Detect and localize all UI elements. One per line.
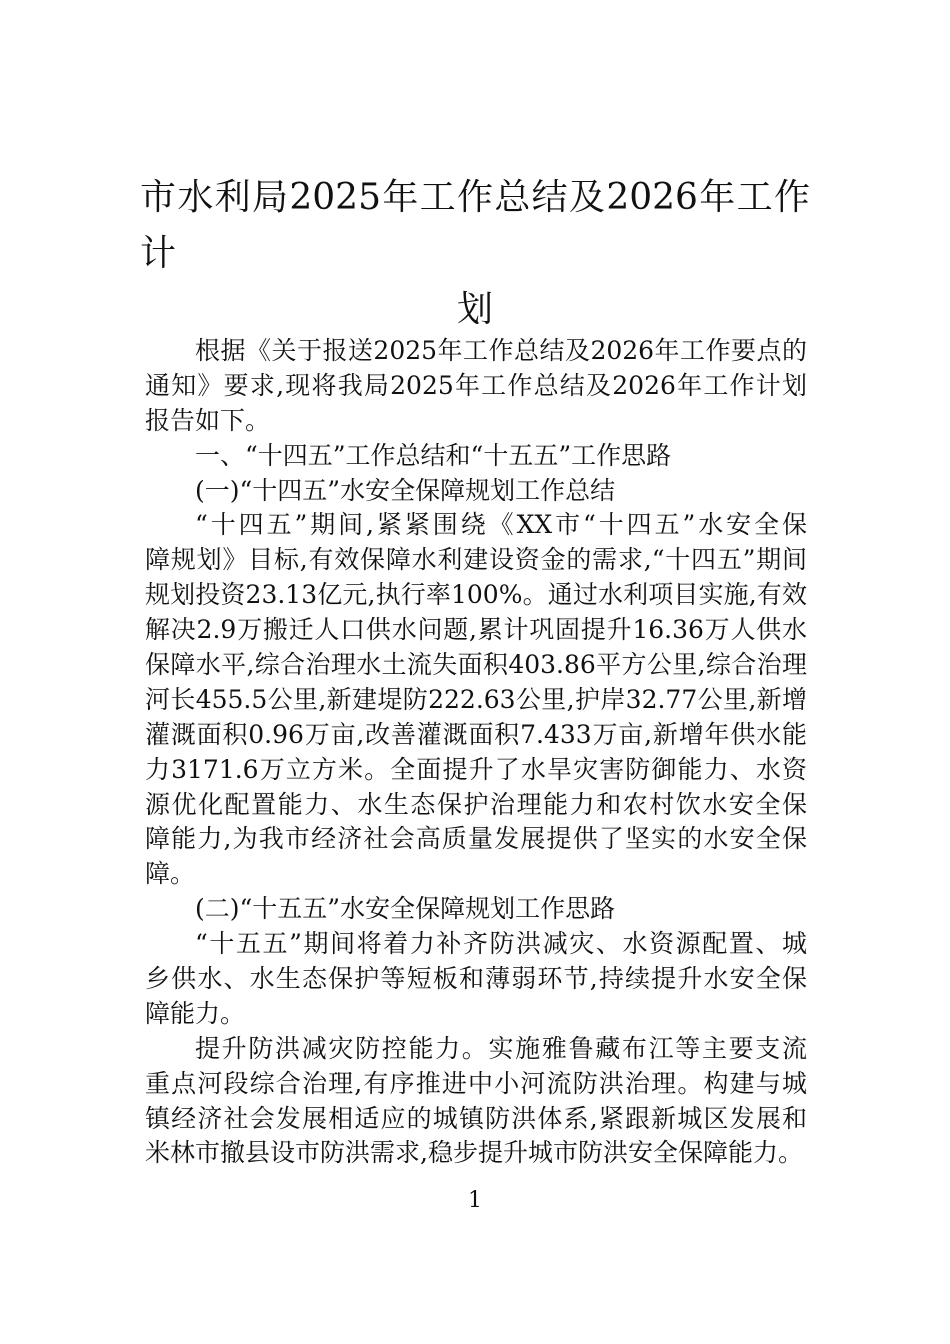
text-line: 通知》要求,现将我局2025年工作总结及2026年工作计划 (145, 370, 807, 400)
text-line: 灌溉面积0.96万亩,改善灌溉面积7.433万亩,新增年供水能 (145, 719, 807, 749)
text-line: (二)“十五五”水安全保障规划工作思路 (195, 894, 616, 924)
text-line: 报告如下。 (145, 405, 271, 435)
text-line: 力3171.6万立方米。全面提升了水旱灾害防御能力、水资 (145, 754, 807, 784)
text-line: “十四五”期间,紧紧围绕《XX市“十四五”水安全保 (195, 510, 807, 540)
text-line: (一)“十四五”水安全保障规划工作总结 (195, 475, 616, 505)
text-line: 障能力。 (145, 998, 246, 1028)
text-line: “十五五”期间将着力补齐防洪减灾、水资源配置、城 (195, 929, 807, 959)
text-line: 乡供水、水生态保护等短板和薄弱环节,持续提升水安全保 (145, 964, 807, 994)
document-body (145, 334, 807, 1171)
title-line: 市水利局2025年工作总结及2026年工作计 (140, 177, 810, 274)
paragraph (145, 1032, 807, 1172)
text-line: 障能力,为我市经济社会高质量发展提供了坚实的水安全保 (145, 824, 807, 854)
title-line: 划 (456, 289, 493, 330)
paragraph (145, 474, 807, 509)
text-line: 根据《关于报送2025年工作总结及2026年工作要点的 (195, 336, 807, 365)
text-line: 障。 (145, 859, 196, 889)
text-line: 障规划》目标,有效保障水利建设资金的需求,“十四五”期间 (145, 545, 807, 575)
paragraph (145, 508, 807, 892)
paragraph (145, 892, 807, 927)
paragraph (145, 927, 807, 1032)
text-line: 解决2.9万搬迁人口供水问题,累计巩固提升16.36万人供水 (145, 615, 807, 645)
text-line: 重点河段综合治理,有序推进中小河流防洪治理。构建与城 (145, 1068, 807, 1098)
text-line: 提升防洪减灾防控能力。实施雅鲁藏布江等主要支流 (195, 1033, 807, 1063)
paragraph (145, 439, 807, 474)
text-line: 保障水平,综合治理水土流失面积403.86平方公里,综合治理 (145, 650, 807, 680)
document-title (140, 170, 810, 338)
text-line: 一、“十四五”工作总结和“十五五”工作思路 (195, 440, 672, 470)
paragraph (145, 334, 807, 439)
text-line: 镇经济社会发展相适应的城镇防洪体系,紧跟新城区发展和 (145, 1103, 807, 1133)
page-number: 1 (468, 1188, 482, 1213)
text-line: 米林市撤县设市防洪需求,稳步提升城市防洪安全保障能力。 (145, 1138, 803, 1168)
text-line: 源优化配置能力、水生态保护治理能力和农村饮水安全保 (145, 789, 807, 819)
text-line: 河长455.5公里,新建堤防222.63公里,护岸32.77公里,新增 (145, 684, 807, 714)
text-line: 规划投资23.13亿元,执行率100%。通过水利项目实施,有效 (145, 580, 807, 610)
